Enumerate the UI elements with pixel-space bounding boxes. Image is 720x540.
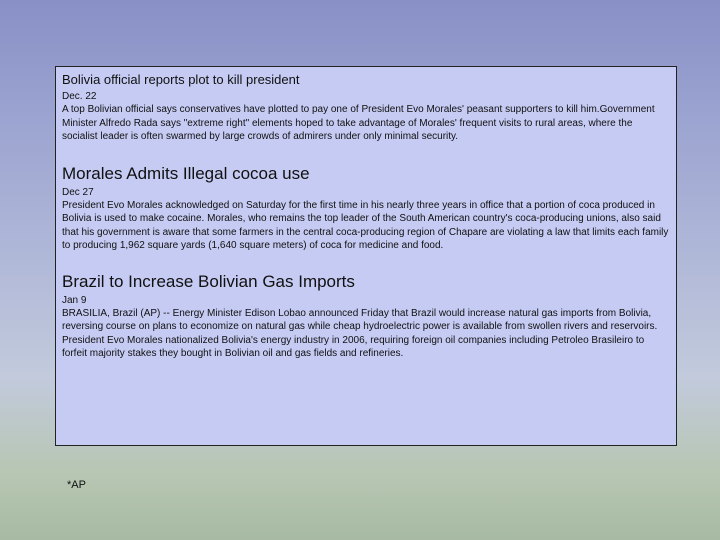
article-bolivia-plot xyxy=(62,71,670,144)
article-body: A top Bolivian official says conservatives have plotted to pay one of President Evo Morales' peasant supporters to kill him.Government Minister Alfredo Rada says "extreme right" elements hoped to take advantage of Morales' frequent visits to rural areas, where the socialist leader is often swarmed by large crowds of admirers under only minimal security. xyxy=(62,104,655,143)
article-date: Dec. 22 xyxy=(62,91,97,102)
article-body: President Evo Morales nationalized Bolivia's energy industry in 2006, requiring foreign oil companies including Petroleo Brasileiro to forfeit majority stakes they bought in Bolivian oil and gas fields and refineries. xyxy=(62,334,645,360)
article-body: President Evo Morales acknowledged on Saturday for the first time in his nearly three years in office that a portion of coca produced in Bolivia is used to make cocaine. Morales, who remains the top leader of the South American country's coca-producing unions, also said that his government is aware that some farmers in the central coca-producing region of Chapare are violating a law that limits each family to producing 1,962 square yards (1,640 square meters) of coca for medicine and food. xyxy=(62,200,669,252)
article-headline: Brazil to Increase Bolivian Gas Imports xyxy=(62,271,355,291)
source-note: *AP xyxy=(67,479,86,491)
article-body: BRASILIA, Brazil (AP) -- Energy Minister Edison Lobao announced Friday that Brazil would increase natural gas imports from Bolivia, reversing course on plans to economize on natural gas while cheap hydroelectric power is available from swollen rivers and reservoirs. xyxy=(62,308,658,333)
article-morales-coca xyxy=(62,163,670,253)
article-headline: Bolivia official reports plot to kill president xyxy=(62,72,300,87)
article-brazil-gas xyxy=(62,271,670,361)
article-headline: Morales Admits Illegal cocoa use xyxy=(62,163,310,183)
article-date: Jan 9 xyxy=(62,294,87,306)
news-text-box xyxy=(55,66,677,446)
article-date: Dec 27 xyxy=(62,186,94,198)
